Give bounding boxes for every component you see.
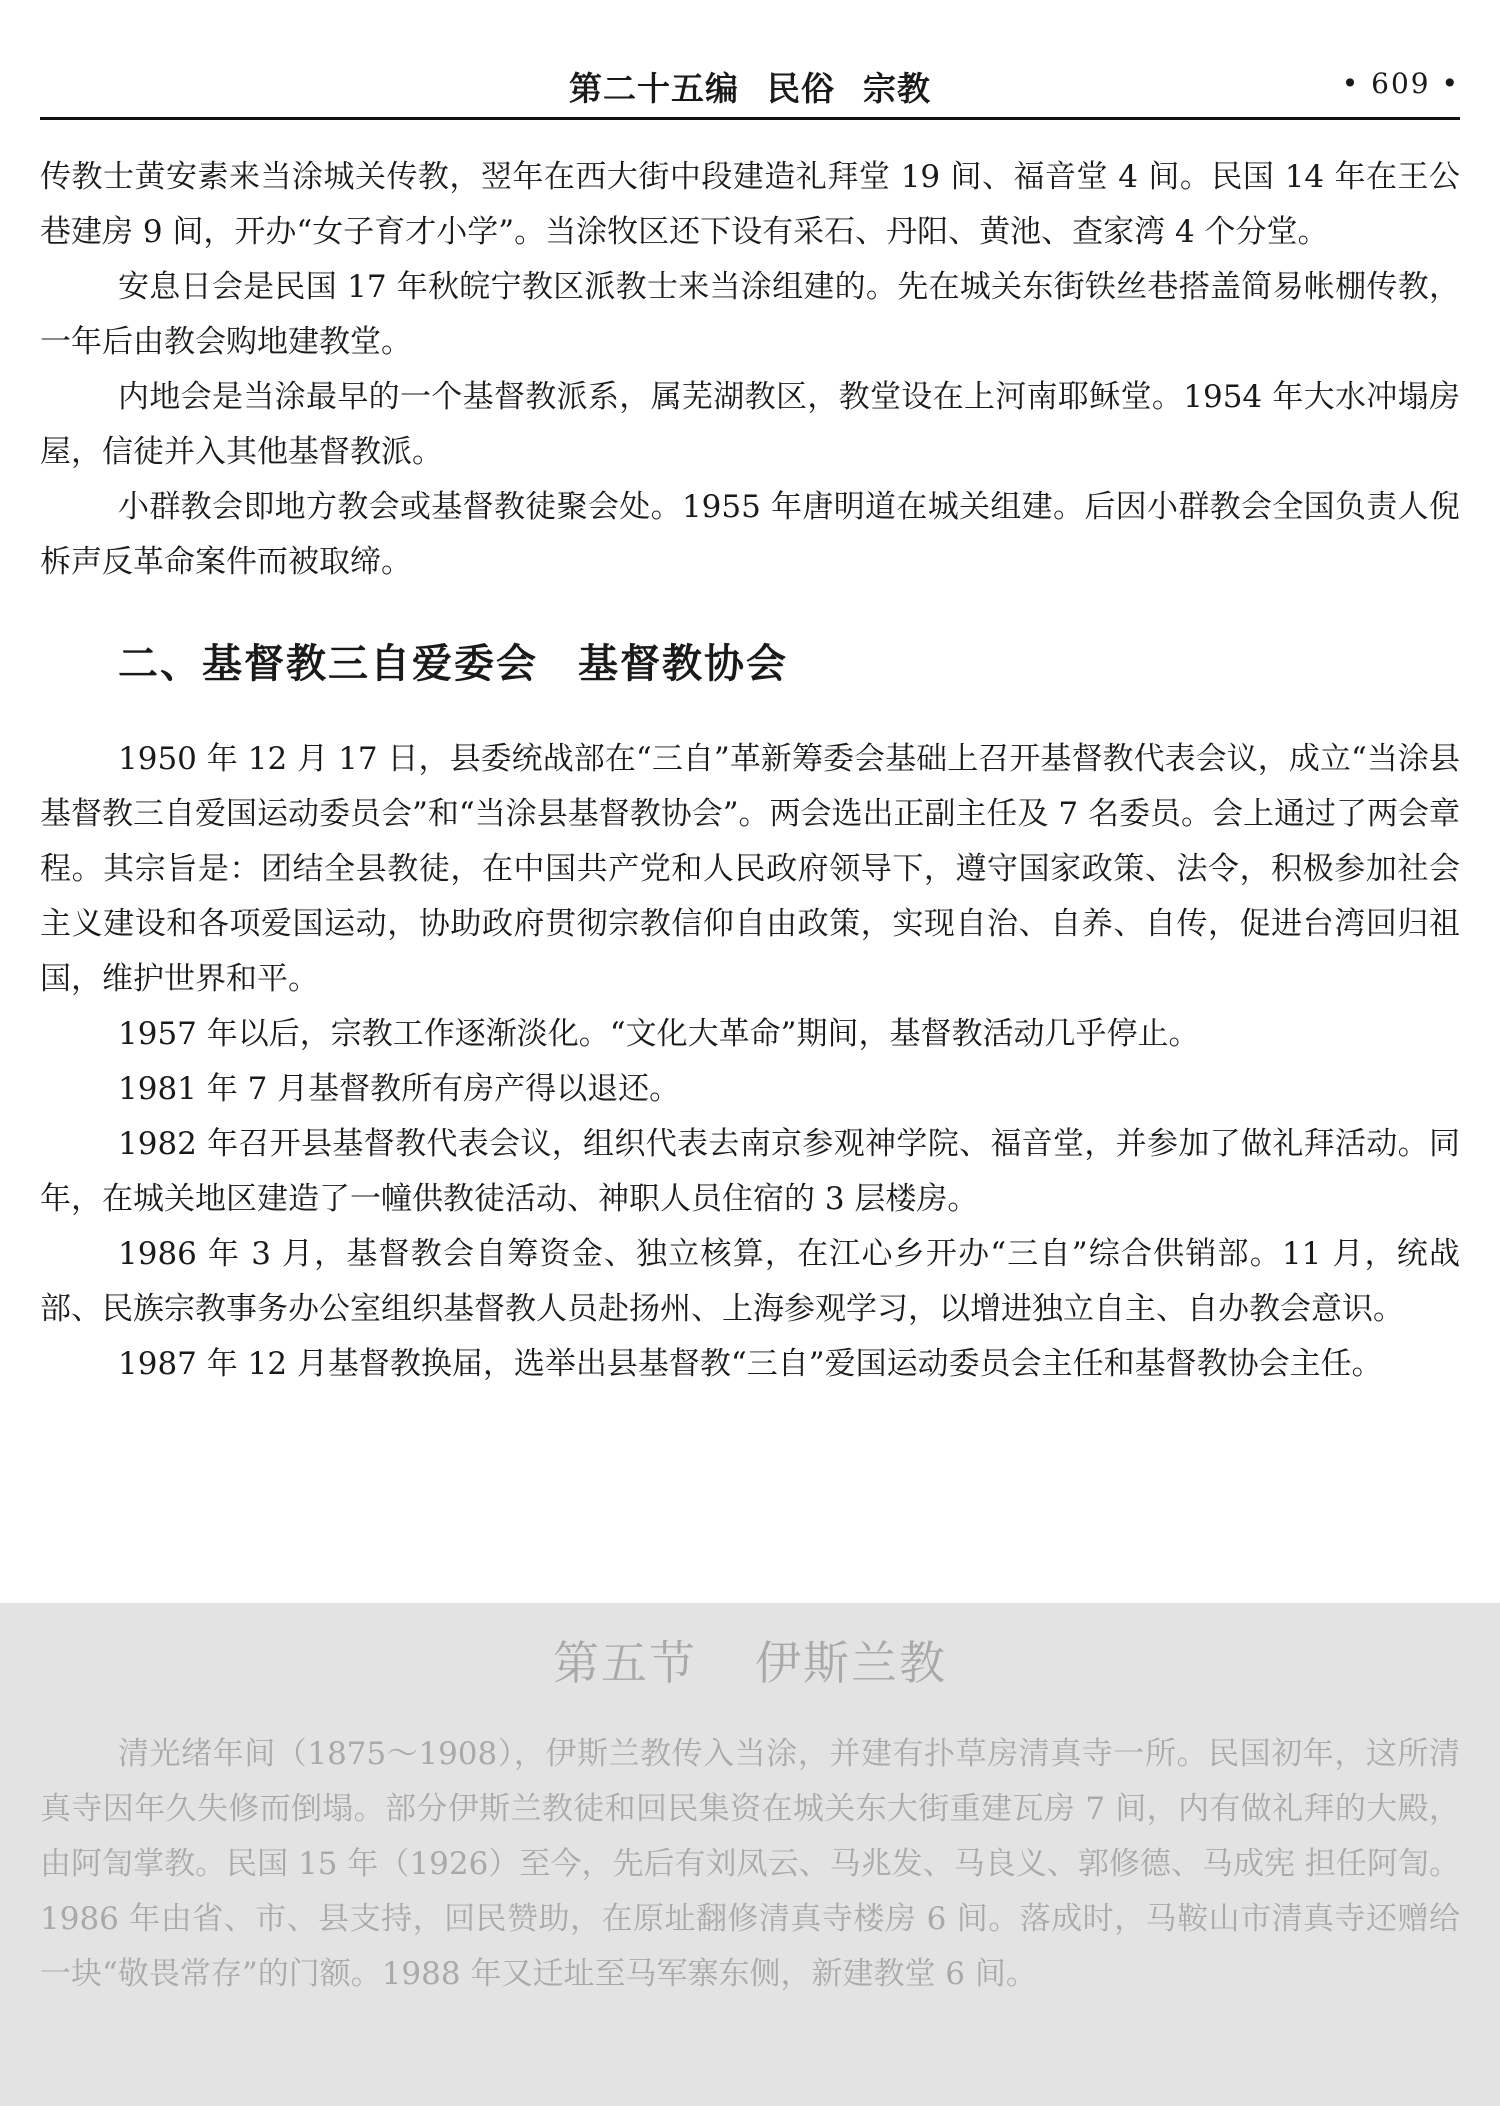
paragraph: 1981 年 7 月基督教所有房产得以退还。 — [118, 1071, 681, 1107]
paragraph: 1986 年 3 月，基督教会自筹资金、独立核算，在江心乡开办“三自”综合供销部。11 月，统战部、民族宗教事务办公室组织基督教人员赴扬州、上海参观学习，以增进独立自主、自办教会意识。 — [40, 1236, 1460, 1327]
paragraph: 内地会是当涂最早的一个基督教派系，属芜湖教区，教堂设在上河南耶稣堂。1954 年大水冲塌房屋，信徒并入其他基督教派。 — [40, 379, 1460, 470]
faded-section-heading — [40, 1627, 1460, 1693]
main-text — [40, 150, 1460, 1392]
section-heading — [118, 636, 1460, 692]
paragraph: 安息日会是民国 17 年秋皖宁教区派教士来当涂组建的。先在城关东街铁丝巷搭盖简易帐棚传教，一年后由教会购地建教堂。 — [40, 269, 1460, 360]
faded-heading-part2: 伊斯兰教 — [755, 1636, 947, 1690]
paragraph: 传教士黄安素来当涂城关传教，翌年在西大街中段建造礼拜堂 19 间、福音堂 4 间。民国 14 年在王公巷建房 9 间，开办“女子育才小学”。当涂牧区还下设有采石、丹阳、黄池、查家湾 4 个分堂。 — [40, 159, 1460, 250]
chapter-title — [40, 63, 1460, 110]
chapter-topic-religion: 宗教 — [863, 69, 931, 108]
paragraph: 1982 年召开县基督教代表会议，组织代表去南京参观神学院、福音堂，并参加了做礼拜活动。同年，在城关地区建造了一幢供教徒活动、神职人员住宿的 3 层楼房。 — [40, 1126, 1460, 1217]
faded-paragraph: 清光绪年间（1875～1908），伊斯兰教传入当涂，并建有扑草房清真寺一所。民国初年，这所清真寺因年久失修而倒塌。部分伊斯兰教徒和回民集资在城关东大街重建瓦房 7 间，内有做礼拜的大殿，由阿訇掌教。民国 15 年（1926）至今，先后有刘凤云、马兆发、马良义、郭修德、马成宪 担任阿訇。1986 年由省、市、县支持，回民赞助，在原址翻修清真寺楼房 6 间。落成时，马鞍山市清真寺还赠给一块“敬畏常存”的门额。1988 年又迁址至马军寨东侧，新建教堂 6 间。 — [40, 1736, 1460, 1992]
chapter-topic-folk: 民俗 — [767, 69, 835, 108]
paragraph: 1987 年 12 月基督教换届，选举出县基督教“三自”爱国运动委员会主任和基督教协会主任。 — [118, 1346, 1383, 1382]
faded-heading-part1: 第五节 — [553, 1636, 697, 1690]
running-header — [40, 55, 1460, 120]
section-heading-part2: 基督教协会 — [578, 641, 788, 687]
section-heading-part1: 二、基督教三自爱委会 — [118, 641, 538, 687]
chapter-part: 第二十五编 — [569, 69, 739, 108]
faded-next-section-band — [0, 1603, 1500, 2106]
paragraph: 1950 年 12 月 17 日，县委统战部在“三自”革新筹委会基础上召开基督教代表会议，成立“当涂县基督教三自爱国运动委员会”和“当涂县基督教协会”。两会选出正副主任及 7 名委员。会上通过了两会章程。其宗旨是：团结全县教徒，在中国共产党和人民政府领导下，遵守国家政策、法令，积极参加社会主义建设和各项爱国运动，协助政府贯彻宗教信仰自由政策，实现自治、自养、自传，促进台湾回归祖国，维护世界和平。 — [40, 741, 1460, 997]
page-number: • 609 • — [1341, 67, 1460, 100]
faded-section-text — [40, 1603, 1460, 2002]
paragraph: 1957 年以后，宗教工作逐渐淡化。“文化大革命”期间，基督教活动几乎停止。 — [118, 1016, 1200, 1052]
paragraph: 小群教会即地方教会或基督教徒聚会处。1955 年唐明道在城关组建。后因小群教会全国负责人倪柝声反革命案件而被取缔。 — [40, 489, 1460, 580]
